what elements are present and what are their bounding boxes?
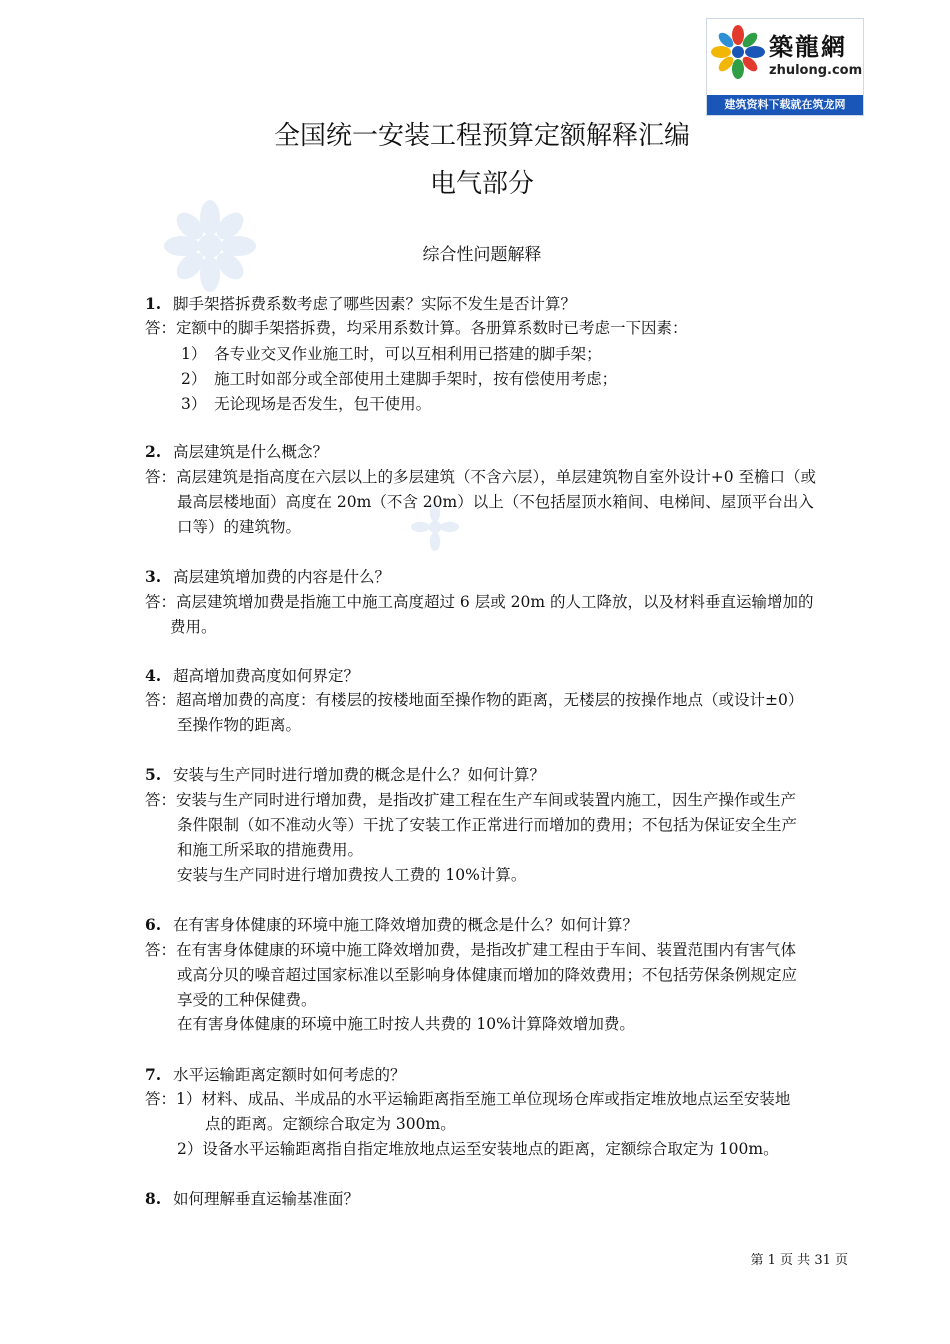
logo-flower-icon xyxy=(711,25,765,79)
question-text: 如何理解垂直运输基准面？ xyxy=(173,1190,360,1208)
answer-6-line: 或高分贝的噪音超过国家标准以至影响身体健康而增加的降效费用；不包括劳保条例规定应 xyxy=(177,966,798,984)
zhulong-logo xyxy=(706,18,864,116)
question-number: 3. xyxy=(145,567,162,586)
question-6 xyxy=(145,914,638,936)
answer-3-line: 费用。 xyxy=(170,618,217,636)
question-text: 高层建筑增加费的内容是什么？ xyxy=(173,568,391,586)
document-title: 全国统一安装工程预算定额解释汇编 xyxy=(273,121,690,151)
answer-4-line: 答：超高增加费的高度：有楼层的按楼地面至操作物的距离，无楼层的按操作地点（或设计±0） xyxy=(145,691,804,709)
question-number: 2. xyxy=(145,442,162,461)
question-3 xyxy=(145,566,390,588)
question-number: 5. xyxy=(145,765,162,784)
answer-2-line: 口等）的建筑物。 xyxy=(177,518,302,536)
answer-5-line: 条件限制（如不准动火等）干扰了安装工作正常进行而增加的费用；不包括为保证安全生产 xyxy=(177,816,798,834)
answer-1-item: 2） 施工时如部分或全部使用土建脚手架时，按有偿使用考虑； xyxy=(181,370,618,388)
document-subtitle: 电气部分 xyxy=(429,169,534,199)
answer-7-line: 2）设备水平运输距离指自指定堆放地点运至安装地点的距离，定额综合取定为 100m。 xyxy=(177,1140,779,1158)
answer-1-item: 3） 无论现场是否发生，包干使用。 xyxy=(181,395,432,413)
answer-5-line: 和施工所采取的措施费用。 xyxy=(177,841,364,859)
answer-1-line: 答：定额中的脚手架搭拆费，均采用系数计算。各册算系数时已考虑一下因素： xyxy=(145,319,688,337)
question-text: 在有害身体健康的环境中施工降效增加费的概念是什么？如何计算？ xyxy=(173,916,639,934)
answer-2-line: 最高层楼地面）高度在 20m（不含 20m）以上（不包括屋顶水箱间、电梯间、屋顶平台出入 xyxy=(177,493,814,511)
page-number: 第 1 页 共 31 页 xyxy=(750,1253,848,1268)
logo-domain: zhulong.com xyxy=(769,63,863,78)
answer-7-line: 答：1）材料、成品、半成品的水平运输距离指至施工单位现场仓库或指定堆放地点运至安装地 xyxy=(145,1090,791,1108)
answer-1-item: 1） 各专业交叉作业施工时，可以互相利用已搭建的脚手架； xyxy=(181,345,602,363)
question-5 xyxy=(145,764,545,786)
logo-brand: 築龍網 xyxy=(769,33,847,61)
question-number: 7. xyxy=(145,1065,162,1084)
question-text: 高层建筑是什么概念？ xyxy=(173,443,329,461)
question-8 xyxy=(145,1188,359,1210)
question-4 xyxy=(145,665,359,687)
answer-4-line: 至操作物的距离。 xyxy=(177,716,302,734)
question-2 xyxy=(145,441,328,463)
section-heading: 综合性问题解释 xyxy=(422,245,542,265)
logo-slogan: 建筑资料下载就在筑龙网 xyxy=(707,95,863,115)
question-number: 4. xyxy=(145,666,162,685)
answer-5-line: 安装与生产同时进行增加费按人工费的 10%计算。 xyxy=(177,866,527,884)
answer-6-line: 答：在有害身体健康的环境中施工降效增加费，是指改扩建工程由于车间、装置范围内有害气体 xyxy=(145,941,797,959)
answer-3-line: 答：高层建筑增加费是指施工中施工高度超过 6 层或 20m 的人工降放，以及材料垂直运输增加的 xyxy=(145,593,814,611)
answer-5-line: 答：安装与生产同时进行增加费，是指改扩建工程在生产车间或装置内施工，因生产操作或生产 xyxy=(145,791,797,809)
question-text: 安装与生产同时进行增加费的概念是什么？如何计算？ xyxy=(173,766,546,784)
question-text: 水平运输距离定额时如何考虑的？ xyxy=(173,1066,406,1084)
question-number: 1. xyxy=(145,294,162,313)
answer-7-line: 点的距离。定额综合取定为 300m。 xyxy=(205,1115,456,1133)
question-7 xyxy=(145,1064,406,1086)
answer-2-line: 答：高层建筑是指高度在六层以上的多层建筑（不含六层），单层建筑物自室外设计+0 至檐口（或 xyxy=(145,468,817,486)
question-number: 8. xyxy=(145,1189,162,1208)
question-text: 超高增加费高度如何界定？ xyxy=(173,667,360,685)
question-1 xyxy=(145,293,576,315)
question-text: 脚手架搭拆费系数考虑了哪些因素？实际不发生是否计算？ xyxy=(173,295,577,313)
question-number: 6. xyxy=(145,915,162,934)
answer-6-line: 享受的工种保健费。 xyxy=(177,991,317,1009)
answer-6-line: 在有害身体健康的环境中施工时按人共费的 10%计算降效增加费。 xyxy=(177,1015,635,1033)
